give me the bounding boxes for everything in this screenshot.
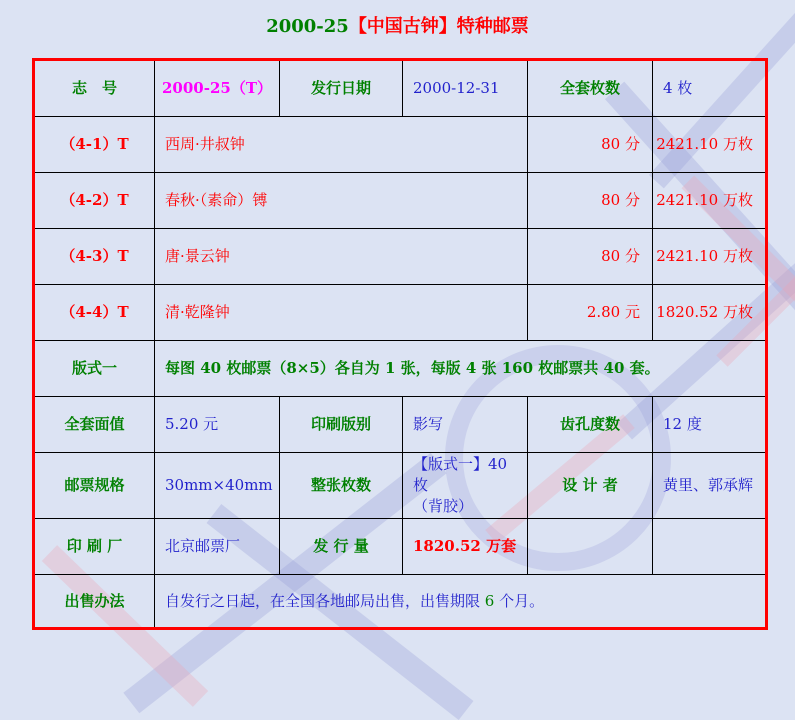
table-row-sheet-format xyxy=(34,341,767,397)
issue-date-label: 发行日期 xyxy=(280,60,403,117)
page-title-code: 2000-25 xyxy=(266,16,349,37)
total-face-value: 5.20 元 xyxy=(155,397,280,453)
print-type-label: 印刷版别 xyxy=(280,397,403,453)
sheet-format-desc: 每图 40 枚邮票（8×5）各自为 1 张，每版 4 张 160 枚邮票共 40 套。 xyxy=(155,341,767,397)
page-title-name: 【中国古钟】特种邮票 xyxy=(348,16,529,37)
stamp-size-label: 邮票规格 xyxy=(34,453,155,519)
table-row-size-sheet-designer xyxy=(34,453,767,519)
stamp-code: （4-4）T xyxy=(34,285,155,341)
stamp-code: （4-3）T xyxy=(34,229,155,285)
stamp-face-value: 2.80 元 xyxy=(528,285,653,341)
table-row-face-print-perf xyxy=(34,397,767,453)
designer-value: 黄里、郭承辉 xyxy=(653,453,767,519)
sale-text-before: 自发行之日起，在全国各地邮局出售，出售期限 xyxy=(165,591,485,610)
stamp-code: （4-2）T xyxy=(34,173,155,229)
sheet-count-line1: 【版式一】40 枚 xyxy=(413,455,508,494)
sale-method-desc xyxy=(155,575,767,629)
sale-text-after: 个月。 xyxy=(494,591,545,610)
table-row-stamp-2 xyxy=(34,173,767,229)
stamp-code: （4-1）T xyxy=(34,117,155,173)
table-row-stamp-1 xyxy=(34,117,767,173)
stamp-face-value: 80 分 xyxy=(528,229,653,285)
issue-date-value: 2000-12-31 xyxy=(403,60,528,117)
sheet-format-label: 版式一 xyxy=(34,341,155,397)
volume-value: 1820.52 万套 xyxy=(403,519,528,575)
catalog-number-label: 志 号 xyxy=(34,60,155,117)
stamp-quantity: 1820.52 万枚 xyxy=(653,285,767,341)
volume-label: 发 行 量 xyxy=(280,519,403,575)
total-face-label: 全套面值 xyxy=(34,397,155,453)
page-title xyxy=(0,12,795,38)
sheet-count-line2: （背胶） xyxy=(413,497,474,515)
set-count-label: 全套枚数 xyxy=(528,60,653,117)
set-count-value: 4 枚 xyxy=(653,60,767,117)
sale-method-label: 出售办法 xyxy=(34,575,155,629)
designer-label: 设 计 者 xyxy=(528,453,653,519)
stamp-quantity: 2421.10 万枚 xyxy=(653,173,767,229)
empty-cell xyxy=(528,519,653,575)
printer-label: 印 刷 厂 xyxy=(34,519,155,575)
printer-value: 北京邮票厂 xyxy=(155,519,280,575)
catalog-number-value: 2000-25（T） xyxy=(155,60,280,117)
sheet-count-label: 整张枚数 xyxy=(280,453,403,519)
stamp-quantity: 2421.10 万枚 xyxy=(653,229,767,285)
sheet-count-value xyxy=(403,453,528,519)
stamp-name: 清·乾隆钟 xyxy=(155,285,528,341)
table-row-header xyxy=(34,60,767,117)
sale-text-number: 6 xyxy=(484,591,495,610)
table-row-printer-volume xyxy=(34,519,767,575)
perforation-value: 12 度 xyxy=(653,397,767,453)
stamp-info-table xyxy=(32,58,768,630)
stamp-quantity: 2421.10 万枚 xyxy=(653,117,767,173)
stamp-name: 唐·景云钟 xyxy=(155,229,528,285)
stamp-name: 西周·井叔钟 xyxy=(155,117,528,173)
print-type-value: 影写 xyxy=(403,397,528,453)
stamp-face-value: 80 分 xyxy=(528,173,653,229)
stamp-face-value: 80 分 xyxy=(528,117,653,173)
table-row-stamp-3 xyxy=(34,229,767,285)
stamp-size-value: 30mm×40mm xyxy=(155,453,280,519)
table-row-sale-method xyxy=(34,575,767,629)
empty-cell xyxy=(653,519,767,575)
perforation-label: 齿孔度数 xyxy=(528,397,653,453)
stamp-name: 春秋·（素命）镈 xyxy=(155,173,528,229)
table-row-stamp-4 xyxy=(34,285,767,341)
